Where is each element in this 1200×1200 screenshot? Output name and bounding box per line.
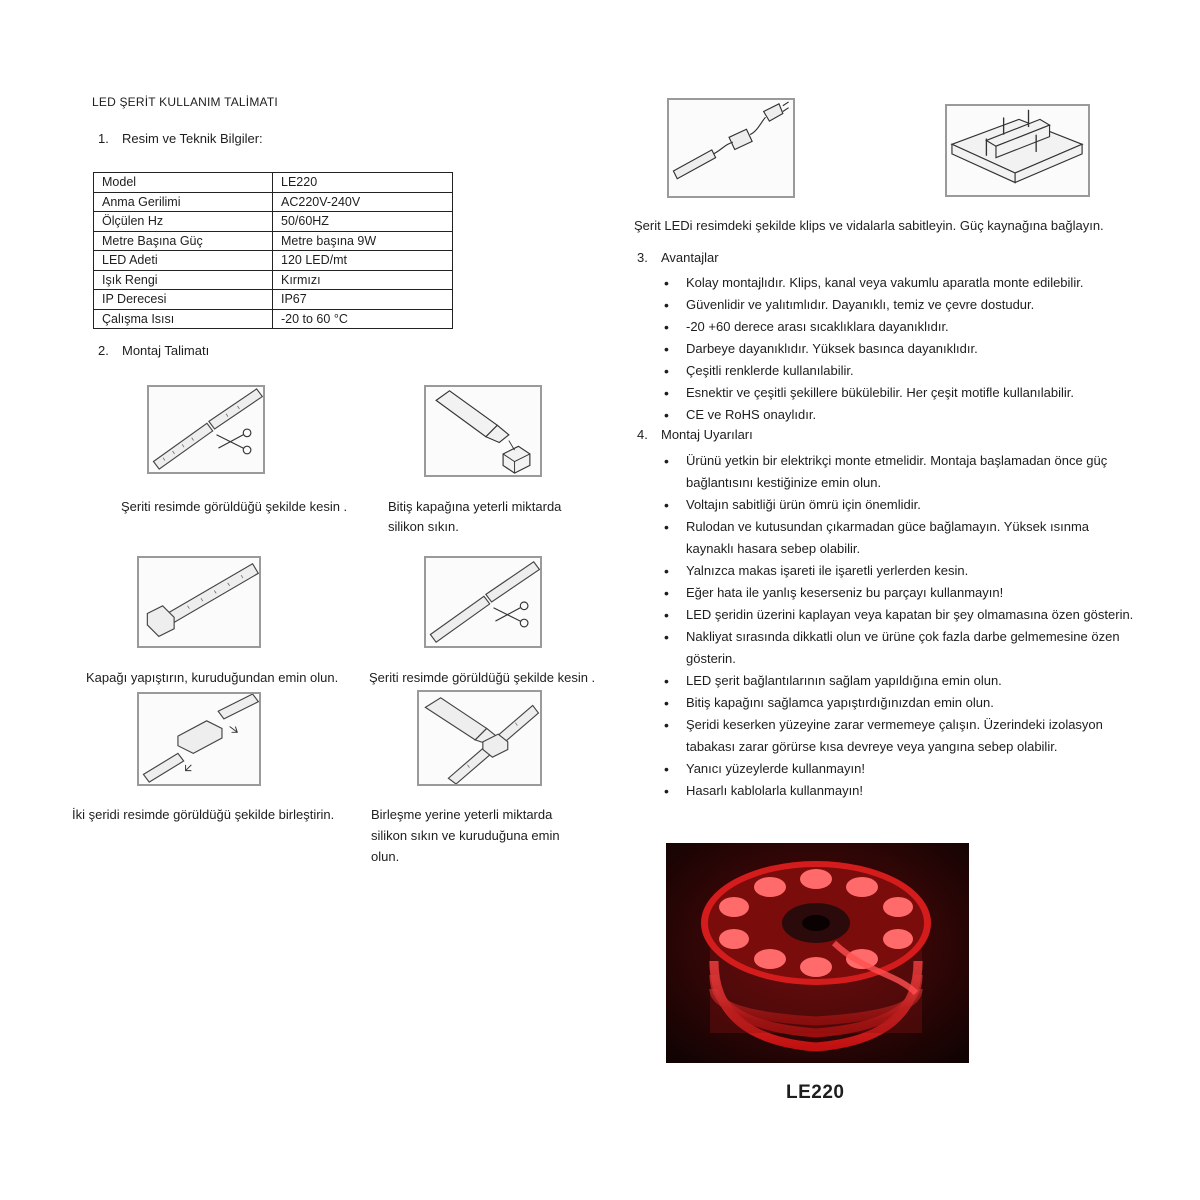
step-6-caption-line-3: olun. (371, 849, 400, 864)
silicone-joint-illustration (419, 692, 540, 784)
list-item: • Bitiş kapağını sağlamca yapıştırdığınızdan emin olun. (660, 692, 1140, 714)
silicone-joint-figure (417, 690, 542, 786)
table-row (94, 231, 453, 251)
section-3-title: Avantajlar (661, 250, 719, 265)
list-item: • Nakliyat sırasında dikkatli olun ve ürüne çok fazla darbe gelmemesine özen gösterin. (660, 626, 1140, 670)
step-2-caption-line-1: Bitiş kapağına yeterli miktarda (388, 499, 562, 514)
spec-key: Işık Rengi (94, 270, 273, 290)
list-item: • Eğer hata ile yanlış keserseniz bu parçayı kullanmayın! (660, 582, 1140, 604)
section-4-number: 4. (637, 427, 648, 442)
section-1-heading (98, 131, 263, 146)
spec-value: 120 LED/mt (273, 251, 453, 271)
cut-strip-illustration (149, 387, 263, 472)
table-row (94, 173, 453, 193)
table-row (94, 192, 453, 212)
spec-value: -20 to 60 °C (273, 309, 453, 329)
section-2-number: 2. (98, 343, 109, 358)
table-row (94, 290, 453, 310)
step-6-caption-line-1: Birleşme yerine yeterli miktarda (371, 807, 553, 822)
spec-key: Ölçülen Hz (94, 212, 273, 232)
list-item: • Kolay montajlıdır. Klips, kanal veya vakumlu aparatla monte edilebilir. (660, 272, 1140, 294)
spec-key: IP Derecesi (94, 290, 273, 310)
silicone-cap-figure (424, 385, 542, 477)
section-1-title: Resim ve Teknik Bilgiler: (122, 131, 263, 146)
spec-value: AC220V-240V (273, 192, 453, 212)
list-item: • LED şeridin üzerini kaplayan veya kapatan bir şey olmamasına özen gösterin. (660, 604, 1140, 626)
step-6-caption-line-2: silikon sıkın ve kuruduğuna emin (371, 828, 560, 843)
list-item: • -20 +60 derece arası sıcaklıklara dayanıklıdır. (660, 316, 1140, 338)
list-item: • Darbeye dayanıklıdır. Yüksek basınca dayanıklıdır. (660, 338, 1140, 360)
list-item: • Hasarlı kablolarla kullanmayın! (660, 780, 1140, 802)
step-4-caption: Şeriti resimde görüldüğü şekilde kesin . (369, 670, 596, 685)
step-3-caption: Kapağı yapıştırın, kuruduğundan emin olun. (86, 670, 339, 685)
model-label: LE220 (786, 1082, 845, 1103)
list-item: • Yalnızca makas işareti ile işaretli yerlerden kesin. (660, 560, 1140, 582)
section-3-number: 3. (637, 250, 648, 265)
spec-key: Model (94, 173, 273, 193)
list-item: • CE ve RoHS onaylıdır. (660, 404, 1140, 426)
table-row (94, 270, 453, 290)
power-supply-figure (667, 98, 795, 198)
section-4-heading (637, 427, 753, 442)
warnings-list (660, 450, 1140, 802)
spec-table (93, 172, 453, 329)
spec-value: Kırmızı (273, 270, 453, 290)
list-item: • Çeşitli renklerde kullanılabilir. (660, 360, 1140, 382)
section-2-heading (98, 343, 209, 358)
cut-strip-figure (147, 385, 265, 474)
table-row (94, 309, 453, 329)
cut-strip-figure-2 (424, 556, 542, 648)
table-row (94, 251, 453, 271)
join-strips-figure (137, 692, 261, 786)
list-item: • Yanıcı yüzeylerde kullanmayın! (660, 758, 1140, 780)
section-3-heading (637, 250, 719, 265)
led-reel-photo (666, 843, 969, 1063)
list-item: • Ürünü yetkin bir elektrikçi monte etmelidir. Montaja başlamadan önce güç bağlantısını kestiğinize emin olun. (660, 450, 1140, 494)
list-item: • Güvenlidir ve yalıtımlıdır. Dayanıklı, temiz ve çevre dostudur. (660, 294, 1140, 316)
section-1-number: 1. (98, 131, 109, 146)
spec-key: Çalışma Isısı (94, 309, 273, 329)
spec-value: LE220 (273, 173, 453, 193)
list-item: • Voltajın sabitliği ürün ömrü için önemlidir. (660, 494, 1140, 516)
step-2-caption-line-2: silikon sıkın. (388, 519, 459, 534)
spec-value: IP67 (273, 290, 453, 310)
spec-value: 50/60HZ (273, 212, 453, 232)
silicone-tube-illustration (426, 387, 540, 475)
list-item: • Şeridi keserken yüzeyine zarar vermemeye çalışın. Üzerindeki izolasyon tabakası zarar görürse kısa devreye veya yangına sebep olabilir. (660, 714, 1140, 758)
led-reel-image (666, 843, 969, 1063)
spec-key: LED Adeti (94, 251, 273, 271)
spec-key: Anma Gerilimi (94, 192, 273, 212)
spec-key: Metre Başına Güç (94, 231, 273, 251)
list-item: • LED şerit bağlantılarının sağlam yapıldığına emin olun. (660, 670, 1140, 692)
section-4-title: Montaj Uyarıları (661, 427, 753, 442)
cut-strip-illustration-2 (426, 558, 540, 646)
list-item: • Esnektir ve çeşitli şekillere bükülebilir. Her çeşit motifle kullanılabilir. (660, 382, 1140, 404)
step-1-caption: Şeriti resimde görüldüğü şekilde kesin . (121, 499, 348, 514)
document-title: LED ŞERİT KULLANIM TALİMATI (92, 95, 278, 109)
strip-with-plug-illustration (669, 100, 793, 196)
cap-applied-figure (137, 556, 261, 648)
section-2-title: Montaj Talimatı (122, 343, 210, 358)
spec-value: Metre başına 9W (273, 231, 453, 251)
clips-and-screws-illustration (947, 106, 1088, 195)
clip-mounting-figure (945, 104, 1090, 197)
table-row (94, 212, 453, 232)
advantages-list (660, 272, 1140, 426)
step-5-caption: İki şeridi resimde görüldüğü şekilde birleştirin. (72, 807, 335, 822)
strip-with-cap-illustration (139, 558, 259, 646)
list-item: • Rulodan ve kutusundan çıkarmadan güce bağlamayın. Yüksek ısınma kaynaklı hasara sebep olabilir. (660, 516, 1140, 560)
join-strips-illustration (139, 694, 259, 784)
fixing-instruction: Şerit LEDi resimdeki şekilde klips ve vidalarla sabitleyin. Güç kaynağına bağlayın. (634, 218, 1104, 233)
